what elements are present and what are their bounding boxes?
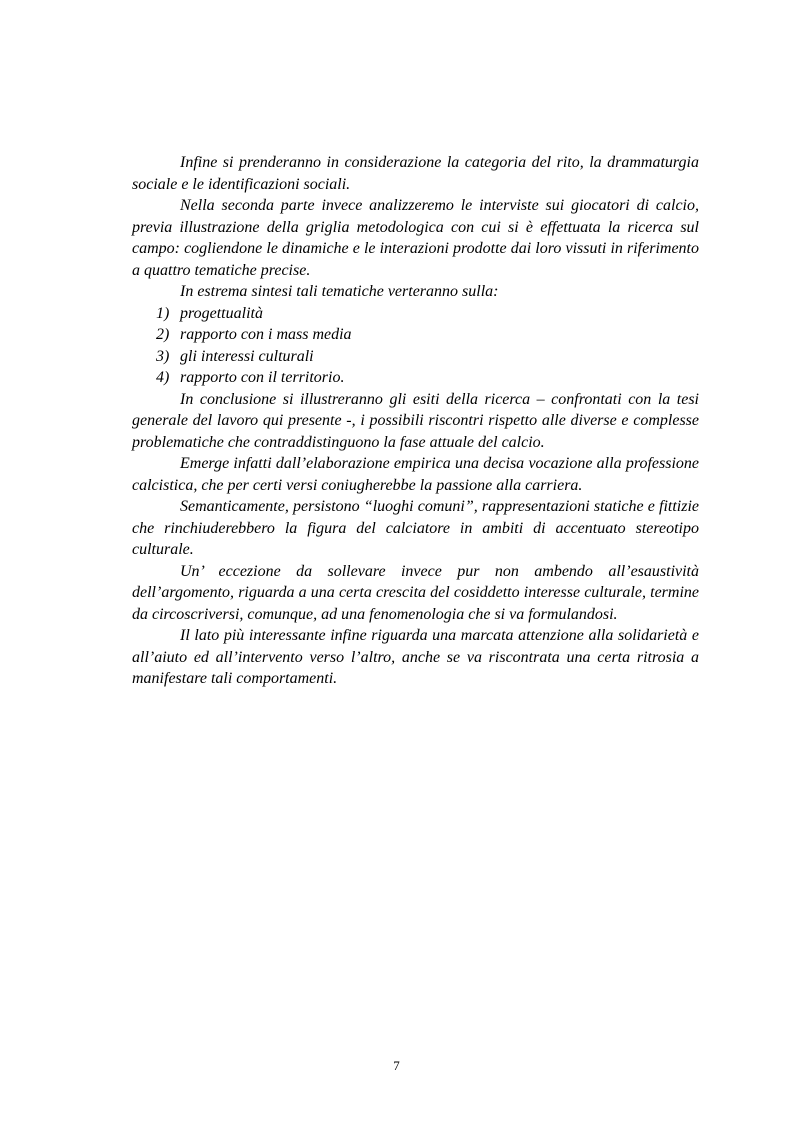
paragraph-solidarieta: Il lato più interessante infine riguarda una marcata attenzione alla solidarietà e all’aiuto ed all’intervento verso l’altro, anche se va riscontrata una certa ritrosia a manifestare tali comportamenti.	[132, 627, 699, 687]
list-item	[132, 367, 699, 389]
paragraph-rito: Infine si prenderanno in considerazione la categoria del rito, la drammaturgia sociale e le identificazioni sociali.	[132, 154, 699, 193]
page-number: 7	[393, 1058, 400, 1073]
list-item-number: 1)	[156, 304, 170, 322]
list-item	[132, 303, 699, 325]
paragraph-conclusione: In conclusione si illustreranno gli esiti della ricerca – confrontati con la tesi generale del lavoro qui presente -, i possibili riscontri rispetto alle diverse e complesse problematiche che contraddistinguono la fase attuale del calcio.	[132, 390, 699, 451]
list-item-number: 4)	[156, 369, 170, 386]
paragraph-luoghi-comuni: Semanticamente, persistono “luoghi comuni”, rappresentazioni statiche e fittizie che rinchiuderebbero la figura del calciatore in ambiti di accentuato stereotipo culturale.	[132, 498, 699, 558]
paragraph-eccezione: Un’ eccezione da sollevare invece pur non ambendo all’esaustività dell’argomento, riguarda a una certa crescita del cosiddetto interesse culturale, termine da circoscriversi, comunque, ad una fenomenologia che si va formulandosi.	[132, 562, 699, 623]
paragraph-vocazione: Emerge infatti dall’elaborazione empirica una decisa vocazione alla professione calcistica, che per certi versi coniugherebbe la passione alla carriera.	[132, 455, 699, 494]
list-item-text: rapporto con il territorio.	[180, 369, 345, 386]
paragraph-seconda-parte: Nella seconda parte invece analizzeremo le interviste sui giocatori di calcio, previa illustrazione della griglia metodologica con cui si è effettuata la ricerca sul campo: cogliendone le dinamiche e le interazioni prodotte dai loro vissuti in riferimento a quattro tematiche precise.	[132, 197, 699, 279]
list-item-text: progettualità	[180, 304, 263, 322]
list-item	[132, 324, 699, 346]
list-item-number: 2)	[156, 326, 170, 343]
list-item-text: gli interessi culturali	[180, 347, 314, 365]
list-item	[132, 346, 699, 368]
themes-list	[132, 303, 699, 389]
list-item-text: rapporto con i mass media	[180, 326, 352, 343]
document-body	[132, 152, 699, 690]
list-item-number: 3)	[156, 347, 170, 365]
paragraph-sintesi: In estrema sintesi tali tematiche verteranno sulla:	[180, 283, 499, 300]
